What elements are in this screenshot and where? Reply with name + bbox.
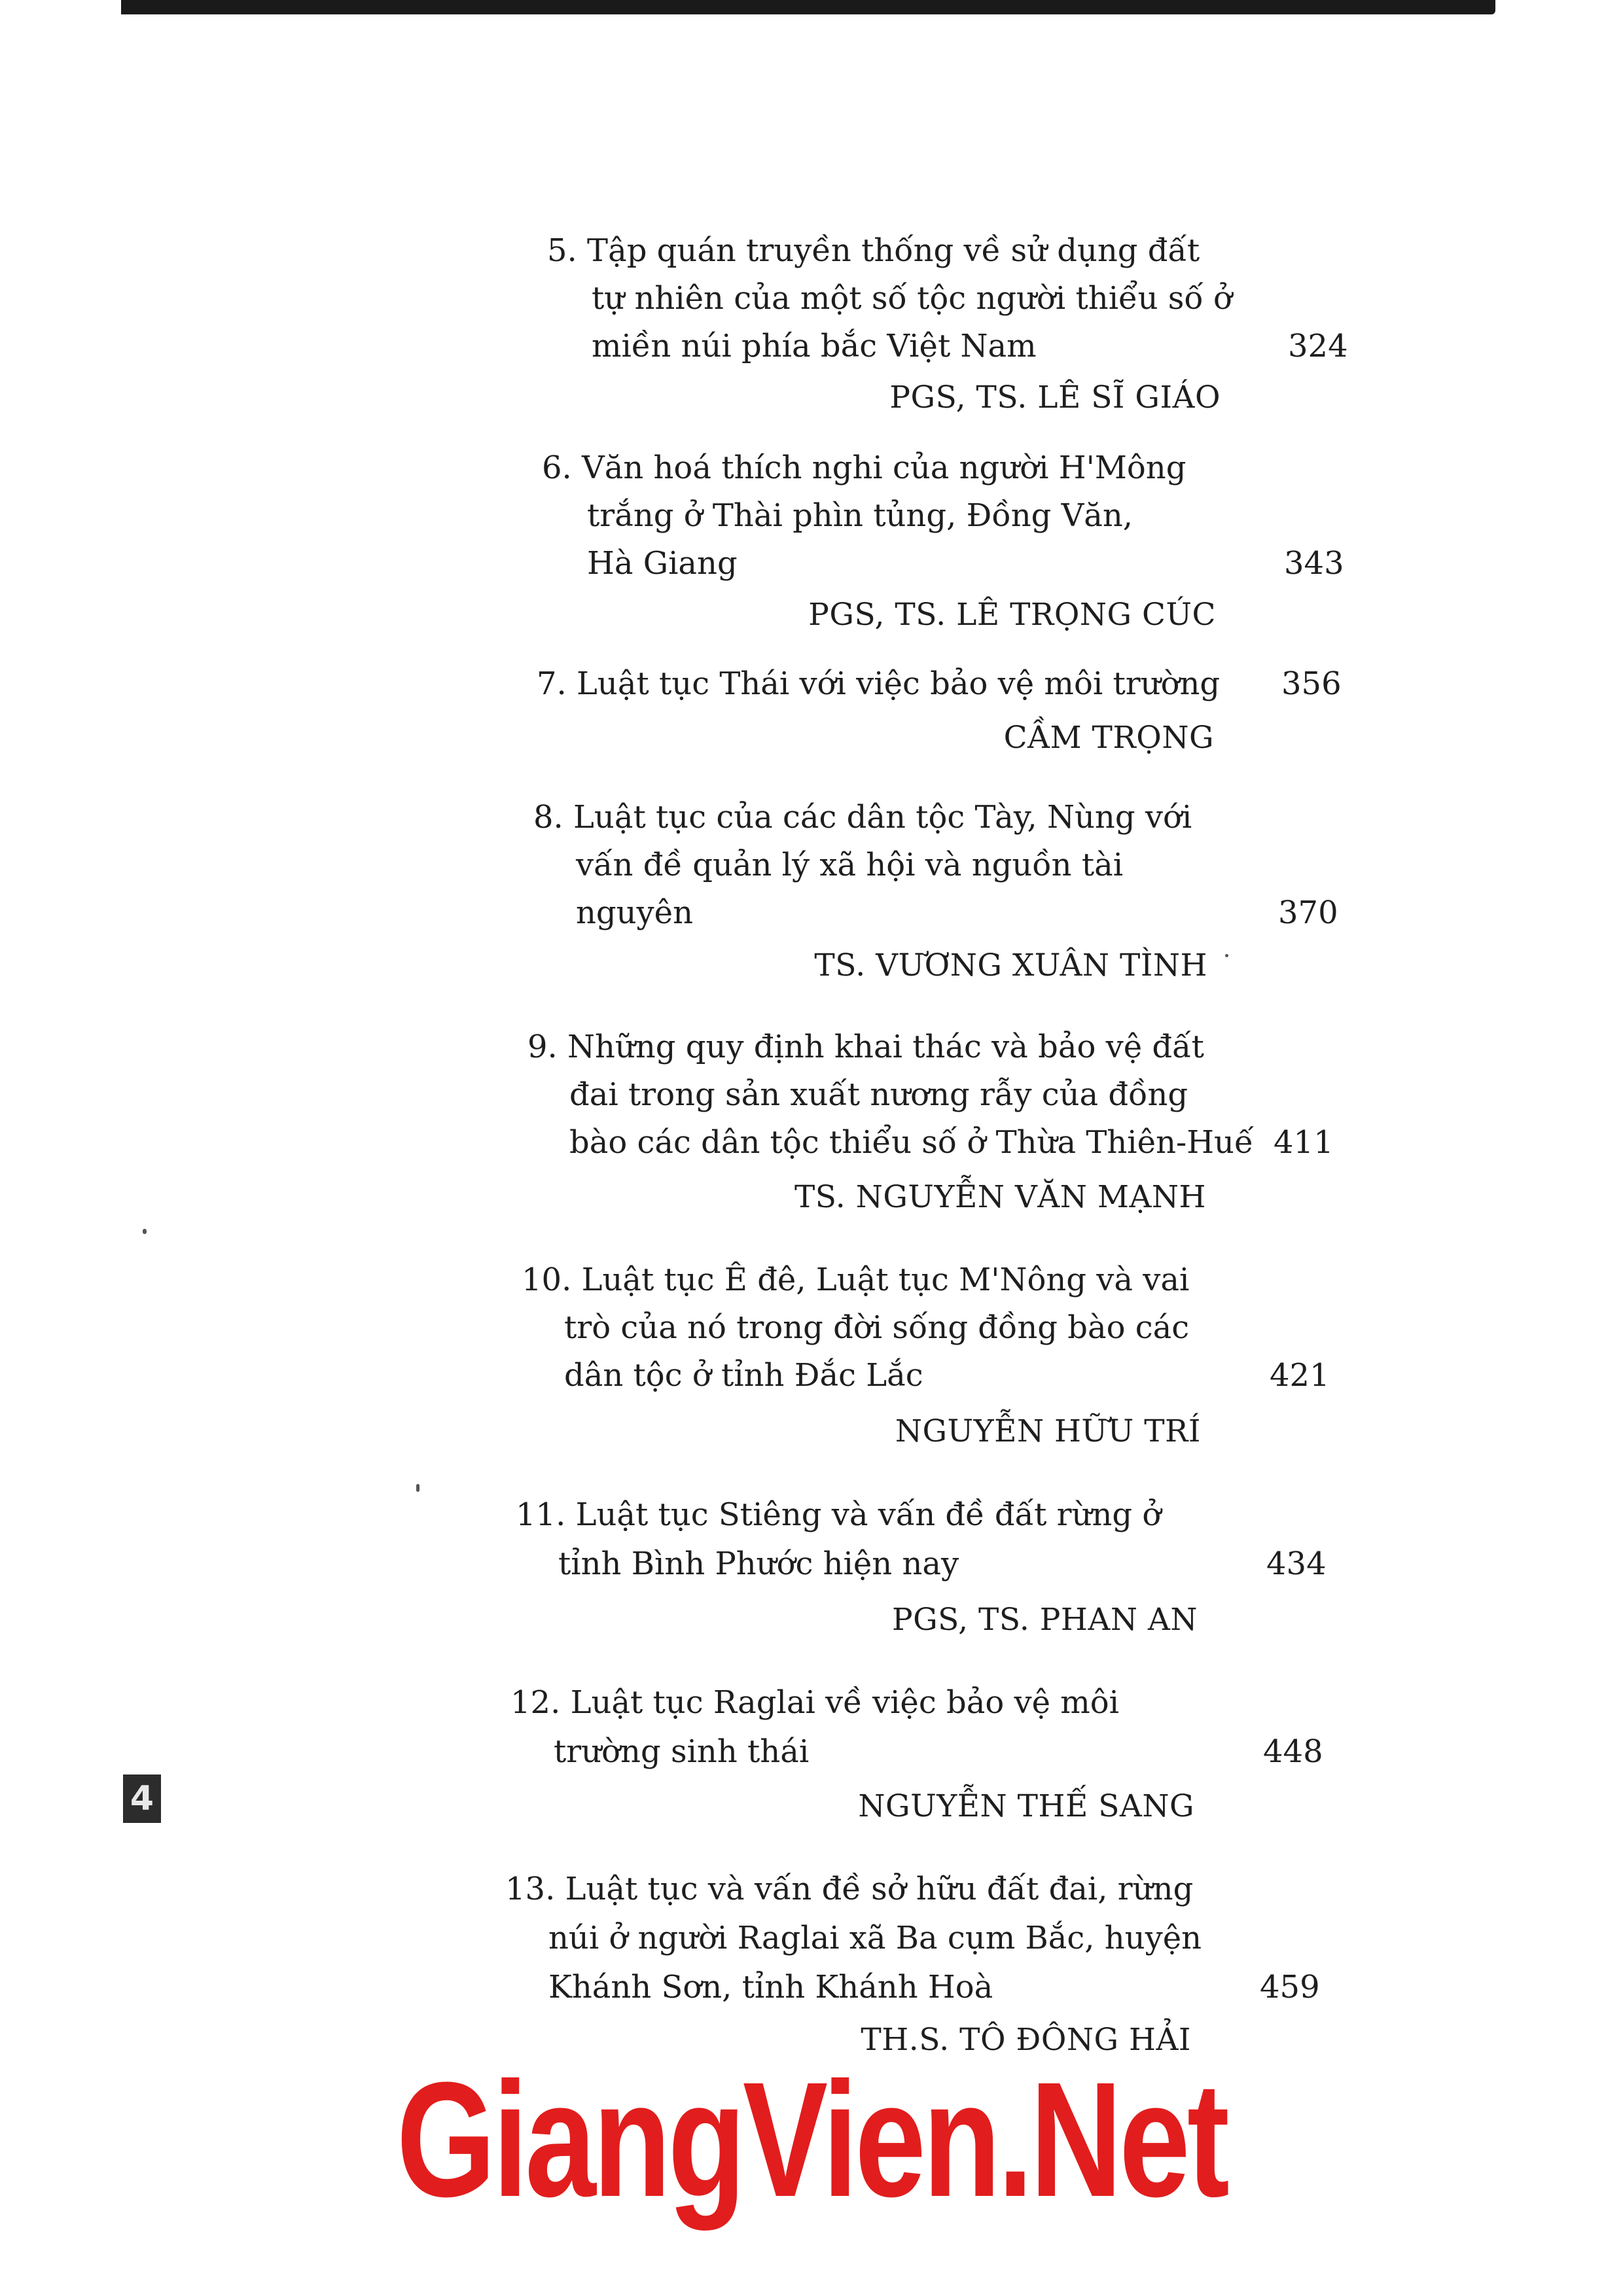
entry-title-line: 5. Tập quán truyền thống về sử dụng đất — [547, 232, 1200, 269]
entry-title-line: Khánh Sơn, tỉnh Khánh Hoà — [548, 1969, 993, 2005]
entry-title-line: đai trong sản xuất nương rẫy của đồng — [569, 1076, 1188, 1113]
entry-author: PGS, TS. LÊ SĨ GIÁO — [889, 380, 1221, 415]
entry-page-number: 343 — [1284, 545, 1344, 582]
scan-speck — [1225, 954, 1228, 957]
entry-page-number: 421 — [1270, 1357, 1330, 1394]
entry-title-line: 10. Luật tục Ê đê, Luật tục M'Nông và vai — [522, 1262, 1190, 1298]
entry-author: TS. VƯƠNG XUÂN TÌNH — [814, 947, 1207, 983]
entry-title-line: trắng ở Thài phìn tủng, Đồng Văn, — [587, 497, 1133, 534]
entry-author: TS. NGUYỄN VĂN MẠNH — [794, 1179, 1206, 1215]
page-number-marker: 4 — [123, 1775, 161, 1823]
entry-page-number: 448 — [1263, 1733, 1323, 1770]
entry-page-number: 356 — [1281, 665, 1342, 702]
entry-title-line: bào các dân tộc thiểu số ở Thừa Thiên-Huế — [569, 1124, 1254, 1161]
entry-title-line: 11. Luật tục Stiêng và vấn đề đất rừng ở — [516, 1496, 1162, 1533]
entry-title-line: 7. Luật tục Thái với việc bảo vệ môi trường — [537, 665, 1221, 702]
entry-author: PGS, TS. LÊ TRỌNG CÚC — [808, 597, 1216, 633]
entry-title-line: dân tộc ở tỉnh Đắc Lắc — [564, 1357, 923, 1394]
scan-speck — [416, 1484, 419, 1492]
entry-title-line: tỉnh Bình Phước hiện nay — [558, 1545, 959, 1582]
entry-author: TH.S. TÔ ĐÔNG HẢI — [861, 2022, 1191, 2058]
entry-page-number: 459 — [1260, 1969, 1320, 2005]
entry-title-line: 9. Những quy định khai thác và bảo vệ đất — [527, 1029, 1204, 1065]
entry-title-line: Hà Giang — [587, 545, 738, 582]
entry-title-line: 6. Văn hoá thích nghi của người H'Mông — [542, 450, 1186, 486]
entry-author: CẦM TRỌNG — [1003, 720, 1214, 756]
entry-title-line: 8. Luật tục của các dân tộc Tày, Nùng với — [533, 799, 1192, 836]
entry-author: PGS, TS. PHAN AN — [891, 1602, 1198, 1638]
entry-title-line: núi ở người Raglai xã Ba cụm Bắc, huyện — [548, 1920, 1202, 1956]
scan-speck — [143, 1229, 147, 1234]
entry-title-line: trò của nó trong đời sống đồng bào các — [564, 1309, 1190, 1346]
entry-page-number: 434 — [1266, 1545, 1327, 1582]
entry-page-number: 324 — [1288, 328, 1348, 364]
entry-page-number: 370 — [1278, 894, 1338, 931]
entry-title-line: vấn đề quản lý xã hội và nguồn tài — [576, 847, 1124, 883]
entry-author: NGUYỄN HỮU TRÍ — [895, 1413, 1201, 1449]
entry-author: NGUYỄN THẾ SANG — [858, 1788, 1194, 1824]
entry-title-line: 12. Luật tục Raglai về việc bảo vệ môi — [510, 1684, 1120, 1721]
entry-title-line: tự nhiên của một số tộc người thiểu số ở — [592, 280, 1232, 317]
entry-page-number: 411 — [1274, 1124, 1334, 1161]
entry-title-line: trường sinh thái — [554, 1733, 810, 1770]
watermark: GiangVien.Net — [396, 2048, 1227, 2231]
entry-title-line: 13. Luật tục và vấn đề sở hữu đất đai, rừng — [505, 1871, 1194, 1907]
entry-title-line: miền núi phía bắc Việt Nam — [592, 328, 1037, 364]
entry-title-line: nguyên — [576, 894, 693, 931]
